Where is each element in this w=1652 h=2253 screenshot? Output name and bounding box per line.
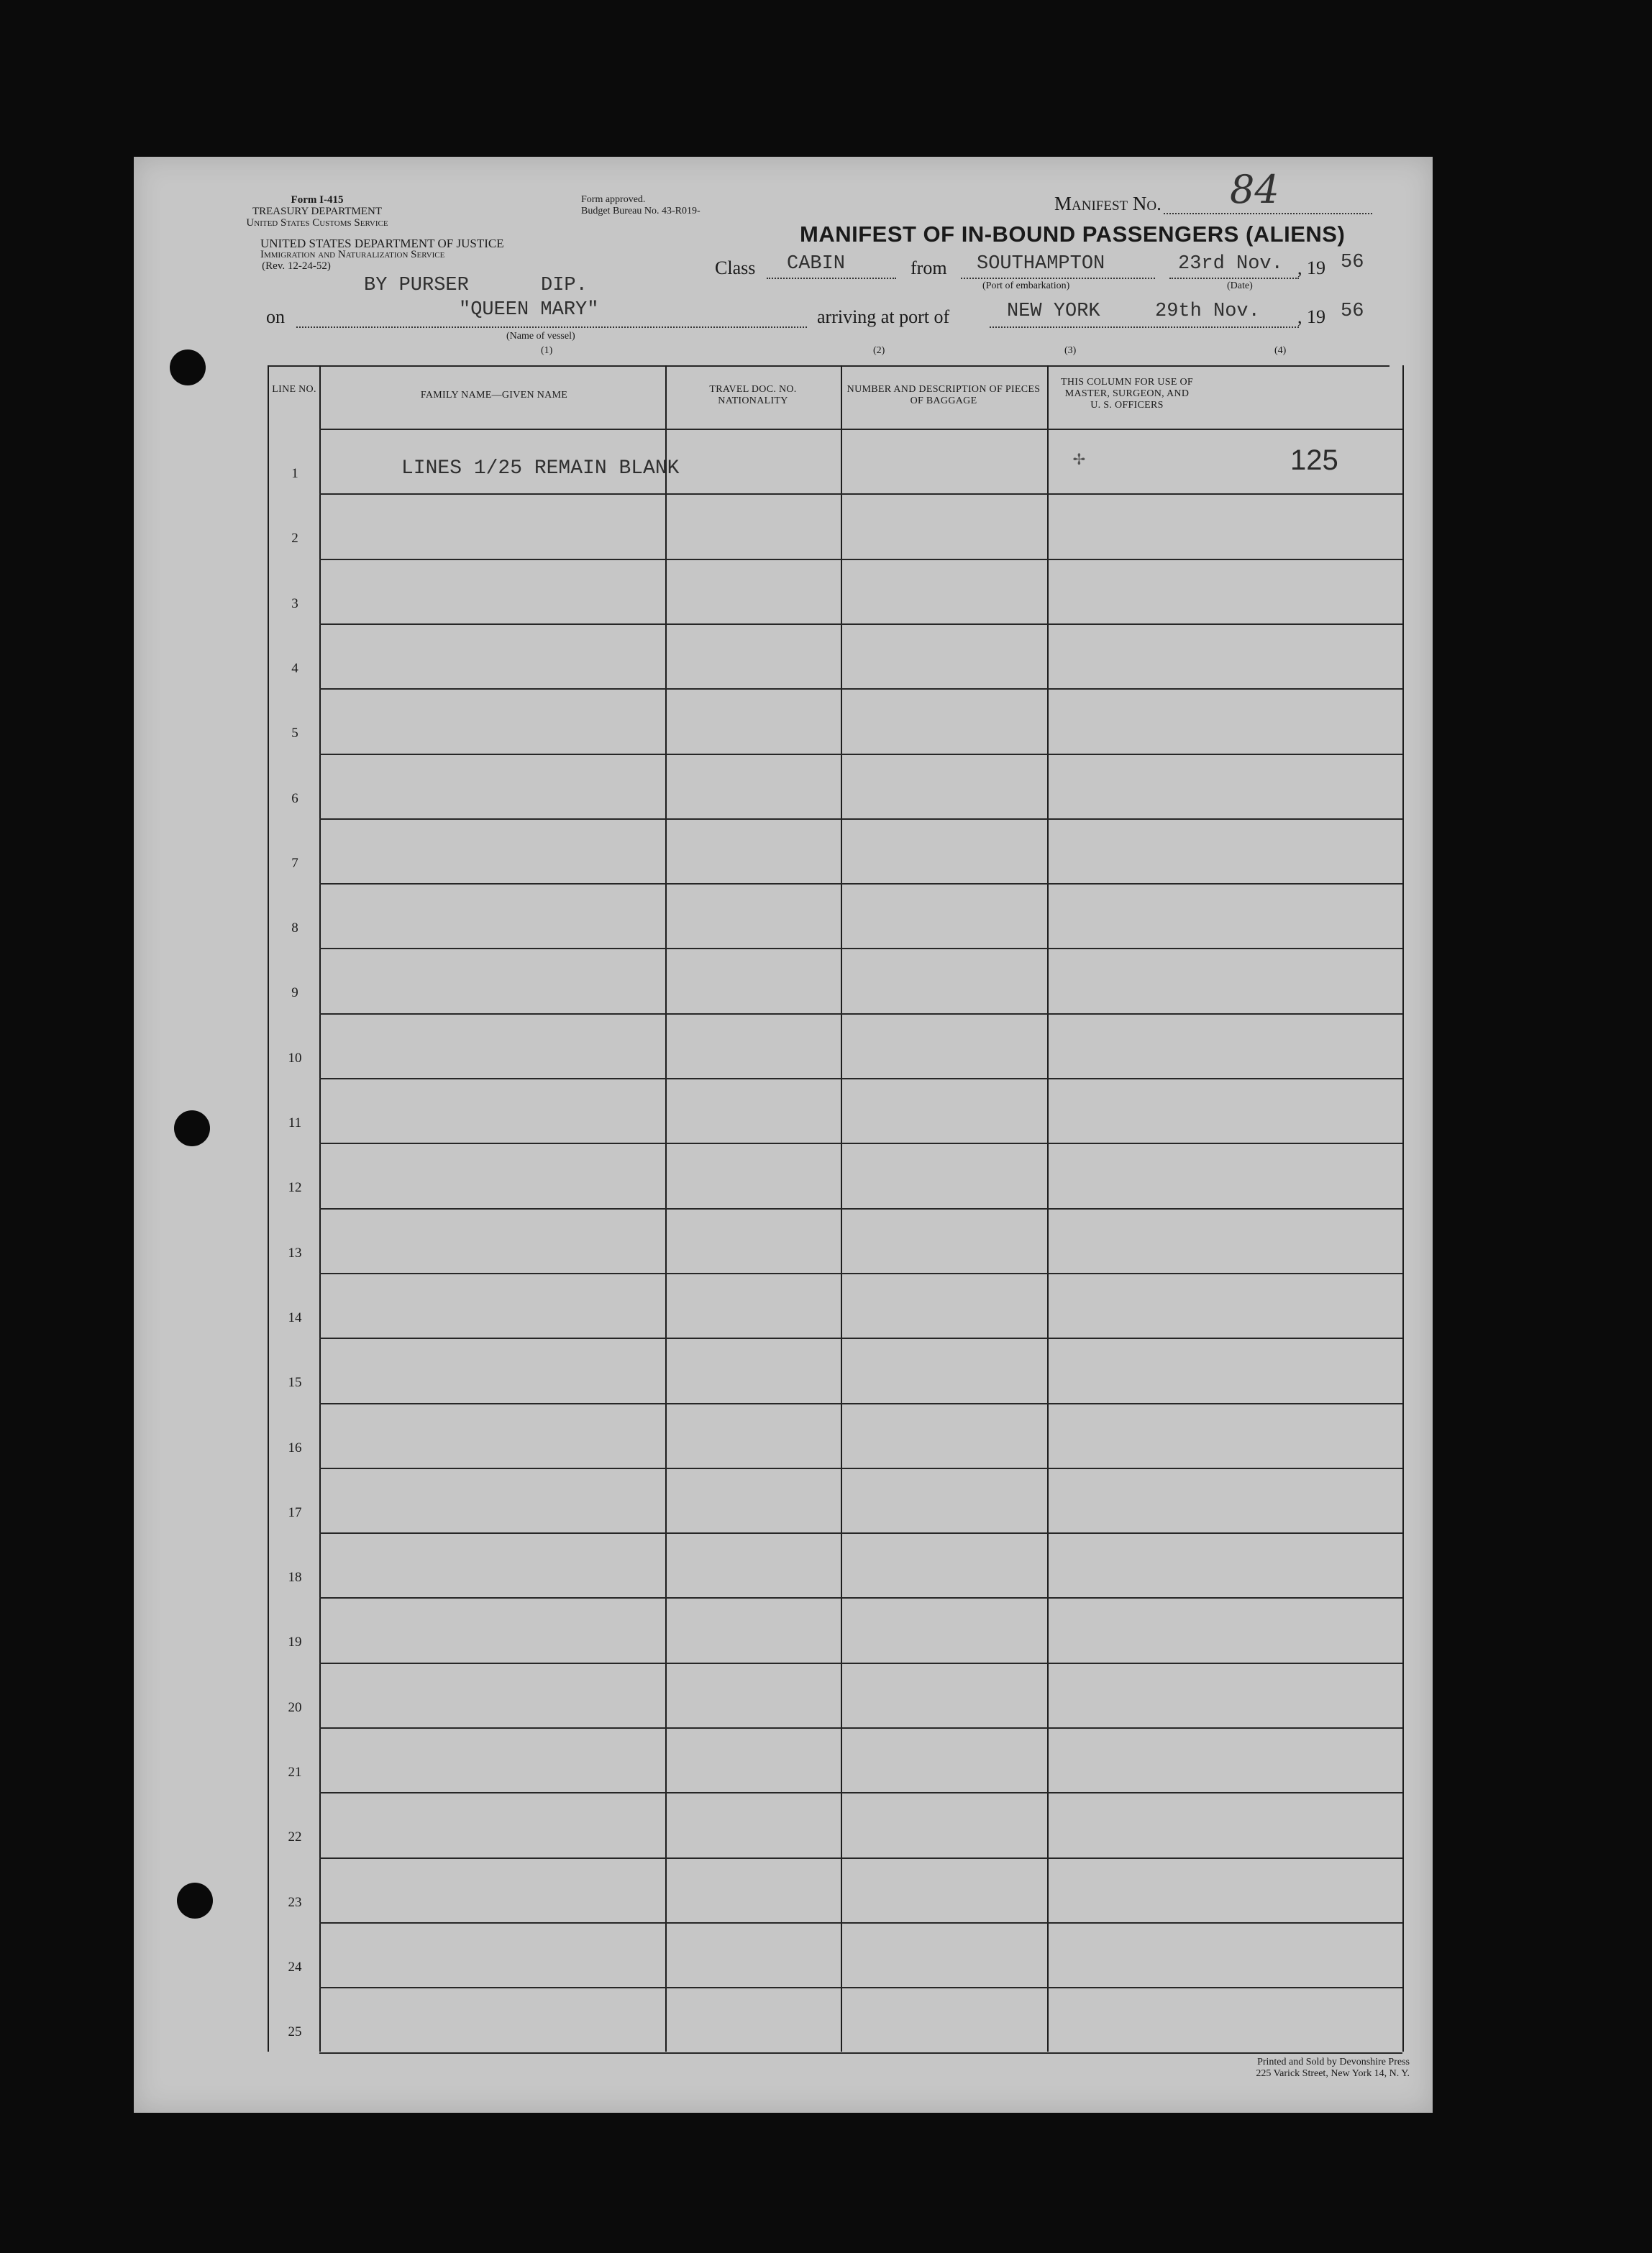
row-number: 12 bbox=[288, 1180, 302, 1195]
date-caption: (Date) bbox=[1227, 280, 1253, 291]
class-value: CABIN bbox=[787, 253, 846, 275]
printer-line-1: Printed and Sold by Devonshire Press bbox=[1257, 2057, 1410, 2067]
table-row bbox=[319, 1468, 1402, 1469]
col-header-travel-doc: TRAVEL DOC. NO. NATIONALITY bbox=[709, 384, 797, 406]
class-label: Class bbox=[715, 257, 756, 278]
vessel-caption: (Name of vessel) bbox=[506, 331, 575, 342]
ins-service: Immigration and Naturalization Service bbox=[260, 249, 445, 260]
table-row bbox=[319, 1857, 1402, 1859]
table-row bbox=[319, 1987, 1402, 1988]
column-number-3: (3) bbox=[1064, 345, 1077, 356]
row-number: 23 bbox=[288, 1895, 302, 1910]
table-row bbox=[319, 818, 1402, 820]
table-row bbox=[319, 754, 1402, 755]
row-number: 16 bbox=[288, 1440, 302, 1455]
from-label: from bbox=[911, 257, 947, 278]
table-row bbox=[319, 1727, 1402, 1729]
header-bottom-line bbox=[319, 429, 1402, 430]
col-header-line-no: LINE NO. bbox=[272, 384, 316, 395]
row-number: 10 bbox=[288, 1051, 302, 1066]
table-row bbox=[319, 2052, 1402, 2054]
form-number: Form I-415 bbox=[291, 194, 344, 206]
row-number: 4 bbox=[291, 661, 298, 676]
table-row bbox=[319, 688, 1402, 690]
port-line bbox=[961, 278, 1155, 279]
row-number: 14 bbox=[288, 1310, 302, 1325]
table-row bbox=[319, 948, 1402, 949]
budget-bureau: Budget Bureau No. 43-R019- bbox=[581, 206, 700, 216]
row-number: 17 bbox=[288, 1505, 302, 1520]
table-row bbox=[319, 559, 1402, 560]
arrival-year: 56 bbox=[1341, 301, 1364, 322]
column-number-4: (4) bbox=[1274, 345, 1287, 356]
arrival-line bbox=[990, 326, 1299, 328]
revision-date: (Rev. 12-24-52) bbox=[262, 260, 331, 272]
purser-note: BY PURSER bbox=[364, 275, 469, 296]
row-number: 9 bbox=[291, 985, 298, 1000]
date-line bbox=[1169, 278, 1299, 279]
vessel-value: "QUEEN MARY" bbox=[459, 299, 599, 321]
printer-line-2: 225 Varick Street, New York 14, N. Y. bbox=[1256, 2068, 1410, 2079]
port-value: SOUTHAMPTON bbox=[977, 253, 1105, 275]
table-row bbox=[319, 1143, 1402, 1144]
table-row bbox=[319, 1338, 1402, 1339]
table-row bbox=[319, 493, 1402, 495]
form-approved: Form approved. bbox=[581, 194, 646, 205]
page-title: MANIFEST OF IN-BOUND PASSENGERS (ALIENS) bbox=[800, 221, 1346, 247]
row-number: 1 bbox=[291, 466, 298, 481]
punch-hole-top bbox=[170, 349, 206, 385]
table-row bbox=[319, 623, 1402, 625]
row-number: 7 bbox=[291, 856, 298, 871]
year-prefix: , 19 bbox=[1297, 257, 1325, 278]
table-row bbox=[319, 1403, 1402, 1404]
manifest-sheet bbox=[134, 157, 1433, 2113]
treasury-dept: TREASURY DEPARTMENT bbox=[252, 206, 383, 217]
manifest-line bbox=[1164, 213, 1372, 214]
passenger-table bbox=[268, 365, 1405, 2052]
row-number: 2 bbox=[291, 531, 298, 546]
col-header-name: FAMILY NAME—GIVEN NAME bbox=[420, 390, 568, 401]
officer-number: 125 bbox=[1290, 444, 1338, 476]
row-number: 24 bbox=[288, 1960, 302, 1975]
table-row bbox=[319, 1532, 1402, 1534]
blank-lines-note: LINES 1/25 REMAIN BLANK bbox=[401, 457, 680, 480]
column-number-1: (1) bbox=[541, 345, 553, 356]
class-line bbox=[767, 278, 896, 279]
table-row bbox=[319, 1792, 1402, 1793]
col-header-baggage: NUMBER AND DESCRIPTION OF PIECES OF BAGGAGE bbox=[846, 384, 1041, 406]
manifest-label: Manifest No. bbox=[1054, 193, 1162, 214]
row-number: 22 bbox=[288, 1829, 302, 1845]
col-header-officers: THIS COLUMN FOR USE OF MASTER, SURGEON, AND U. S. OFFICERS bbox=[1061, 377, 1193, 411]
punch-hole-bottom bbox=[177, 1883, 213, 1919]
table-right-border bbox=[1402, 365, 1404, 2052]
table-row bbox=[319, 1208, 1402, 1210]
row-number: 11 bbox=[288, 1115, 302, 1130]
row-number: 8 bbox=[291, 920, 298, 936]
table-row bbox=[319, 883, 1402, 885]
table-row bbox=[319, 1922, 1402, 1924]
customs-service: United States Customs Service bbox=[246, 217, 388, 229]
table-row bbox=[319, 1663, 1402, 1664]
on-label: on bbox=[266, 306, 285, 327]
row-number: 5 bbox=[291, 726, 298, 741]
table-row bbox=[319, 1273, 1402, 1274]
arrival-port: NEW YORK bbox=[1007, 301, 1100, 322]
row-number: 18 bbox=[288, 1570, 302, 1585]
arrival-date: 29th Nov. bbox=[1155, 301, 1260, 322]
row-number: 21 bbox=[288, 1765, 302, 1780]
table-row bbox=[319, 1013, 1402, 1015]
table-row bbox=[319, 1078, 1402, 1079]
column-number-2: (2) bbox=[873, 345, 885, 356]
row-number: 6 bbox=[291, 791, 298, 806]
vessel-line bbox=[296, 326, 807, 328]
table-row bbox=[319, 1597, 1402, 1599]
punch-hole-middle bbox=[174, 1110, 210, 1146]
row-number: 3 bbox=[291, 596, 298, 611]
table-left-border bbox=[268, 365, 269, 2052]
year-value: 56 bbox=[1341, 252, 1364, 273]
arriving-label: arriving at port of bbox=[817, 306, 950, 327]
dip-note: DIP. bbox=[541, 275, 588, 296]
date-value: 23rd Nov. bbox=[1178, 253, 1283, 275]
row-number: 15 bbox=[288, 1375, 302, 1390]
table-top-border bbox=[268, 365, 1389, 367]
arrival-year-prefix: , 19 bbox=[1297, 306, 1325, 327]
row-number: 13 bbox=[288, 1246, 302, 1261]
row-number: 19 bbox=[288, 1635, 302, 1650]
manifest-number: 84 bbox=[1230, 167, 1279, 212]
port-caption: (Port of embarkation) bbox=[982, 280, 1070, 291]
row-number: 20 bbox=[288, 1700, 302, 1715]
justice-dept: UNITED STATES DEPARTMENT OF JUSTICE bbox=[260, 237, 504, 250]
row-number: 25 bbox=[288, 2024, 302, 2039]
officer-mark: ✢ bbox=[1073, 449, 1085, 471]
